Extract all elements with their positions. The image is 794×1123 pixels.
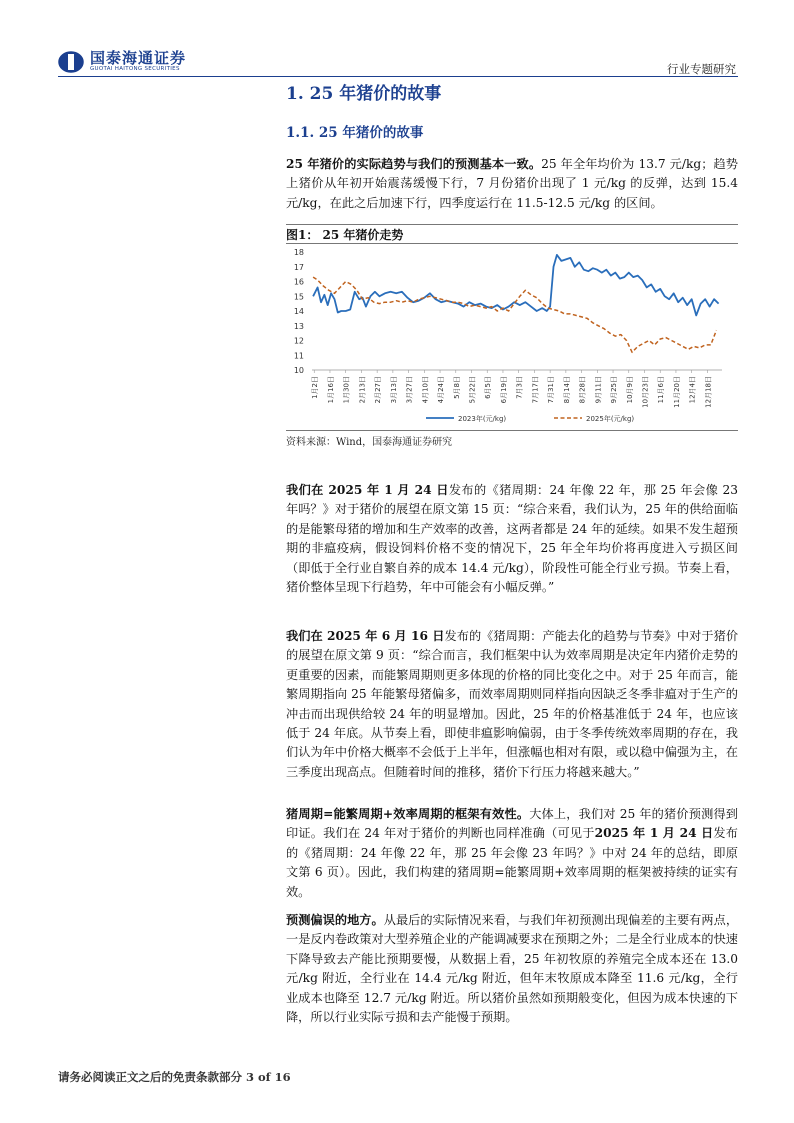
paragraph-forecast-errors (286, 911, 738, 1027)
section-heading: 1. 25 年猪价的故事 (286, 84, 442, 104)
y-tick-label: 15 (293, 292, 304, 302)
y-tick-label: 16 (293, 277, 304, 287)
series-line-2025 (313, 277, 716, 352)
x-tick-label: 5月8日 (452, 376, 461, 399)
paragraph-body: 发布的《猪周期：24 年像 22 年，那 25 年会像 23 年吗？》中对 24 年的总结，即原文第 6 页）。因此，我们构建的猪周期=能繁周期+效率周期的框架被持续的证实有效。 (286, 826, 738, 899)
paragraph-jun-forecast (286, 627, 738, 782)
x-tick-label: 10月9日 (625, 376, 634, 404)
figure-title-rule (286, 243, 738, 244)
x-tick-label: 2月27日 (374, 376, 383, 404)
x-tick-label: 4月24日 (437, 376, 446, 404)
x-tick-label: 6月5日 (484, 376, 493, 399)
legend-label-2023: 2023年(元/kg) (458, 415, 507, 423)
x-tick-label: 3月13日 (389, 376, 398, 404)
paragraph-lead: 25 年猪价的实际趋势与我们的预测基本一致。 (286, 157, 542, 171)
x-tick-label: 4月10日 (421, 376, 430, 404)
y-tick-label: 11 (293, 351, 304, 361)
paragraph-trend-summary (286, 155, 738, 213)
x-tick-label: 9月25日 (610, 376, 619, 404)
paragraph-body: 从最后的实际情况来看，与我们年初预测出现偏差的主要有两点，一是反内卷政策对大型养殖企业的产能调减要求在预期之外；二是全行业成本的快速下降导致去产能比预期要慢，从数据上看，25 年初牧原的养殖完全成本还在 13.0 元/kg 附近，全行业在 14.4 元/kg 附近，但年末牧原成本降至 11.6 元/kg，全行业成本也降至 12.7 元/kg 附近。所以猪价虽然如预期般变化，但因为成本快速的下降，所以行业实际亏损和去产能慢于预期。 (286, 913, 739, 1025)
x-tick-label: 9月11日 (594, 376, 603, 404)
legend-label-2025: 2025年(元/kg) (586, 415, 635, 423)
header-divider (58, 76, 738, 77)
x-tick-label: 1月30日 (342, 376, 351, 404)
x-tick-label: 6月19日 (499, 376, 508, 404)
y-tick-label: 17 (293, 262, 304, 272)
figure-source: 资料来源：Wind，国泰海通证券研究 (286, 437, 453, 448)
company-logo (58, 50, 186, 73)
x-tick-label: 11月20日 (672, 376, 681, 408)
paragraph-lead: 我们在 2025 年 1 月 24 日 (286, 483, 449, 497)
figure-title: 图1： 25 年猪价走势 (286, 228, 404, 242)
pig-price-line-chart (286, 246, 738, 428)
paragraph-lead: 猪周期=能繁周期+效率周期的框架有效性。 (286, 807, 530, 821)
x-tick-label: 2月13日 (358, 376, 367, 404)
paragraph-body: 大体上，我们对 25 年的猪价预测得到印证。我们在 24 年对于猪价的判断也同样准确（可见于 (286, 807, 738, 841)
logo-mark-icon (58, 51, 84, 73)
x-tick-label: 3月27日 (405, 376, 414, 404)
x-tick-label: 11月6日 (657, 376, 666, 404)
x-tick-label: 7月31日 (547, 376, 556, 404)
figure-bottom-rule (286, 430, 738, 431)
y-tick-label: 13 (293, 321, 304, 331)
logo-text-cn: 国泰海通证券 (90, 49, 187, 67)
x-tick-label: 7月3日 (515, 376, 524, 399)
footer-disclaimer: 请务必阅读正文之后的免责条款部分 3 of 16 (58, 1070, 291, 1084)
x-tick-label: 7月17日 (531, 376, 540, 404)
x-tick-label: 10月23日 (641, 376, 650, 408)
x-tick-label: 8月28日 (578, 376, 587, 404)
x-tick-label: 12月18日 (704, 376, 713, 408)
x-tick-label: 1月2日 (311, 376, 320, 399)
paragraph-date: 2025 年 1 月 24 日 (594, 826, 714, 841)
paragraph-jan-forecast (286, 481, 738, 597)
paragraph-lead: 我们在 2025 年 6 月 16 日 (286, 629, 445, 643)
paragraph-lead: 预测偏误的地方。 (286, 913, 384, 927)
paragraph-body: 发布的《猪周期：产能去化的趋势与节奏》中对于猪价的展望在原文第 9 页：“综合而言，我们框架中认为效率周期是决定年内猪价走势的更重要的因素，而能繁周期则更多体现的价格的同比变化之中。对于 25 年而言，能繁周期指向 25 年能繁母猪偏多，而效率周期则同样指向因缺乏冬季非瘟对于生产的冲击而出现供给较 24 年的明显增加。因此，25 年的价格基准低于 24 年，也应该低于 24 年底。从节奏上看，即使非瘟影响偏弱，由于冬季传统效率周期的存在，我们认为年中价格大概率不会低于上半年，但涨幅也相对有限，或以稳中偏强为主，在三季度出现高点。但随着时间的推移，猪价下行压力将越来越大。” (286, 629, 739, 779)
series-line-2023 (313, 255, 718, 316)
paragraph-framework-validity (286, 805, 738, 902)
x-tick-label: 8月14日 (562, 376, 571, 404)
report-type-label: 行业专题研究 (667, 62, 736, 76)
subsection-heading: 1.1. 25 年猪价的故事 (286, 125, 424, 141)
paragraph-body: 发布的《猪周期：24 年像 22 年，那 25 年会像 23 年吗？》对于猪价的展望在原文第 15 页：“综合来看，我们认为，25 年的供给面临的是能繁母猪的增加和生产效率的改善，这两者都是 24 年的延续。如果不发生超预期的非瘟疫病，假设饲料价格不变的情况下，25 年全年均价将再度进入亏损区间（即低于全行业自繁自养的成本 14.4 元/kg），阶段性可能全行业亏损。节奏上看，猪价整体呈现下行趋势，年中可能会有小幅反弹。” (286, 483, 738, 595)
logo-text-en: GUOTAI HAITONG SECURITIES (90, 66, 180, 72)
y-tick-label: 12 (293, 336, 304, 346)
y-tick-label: 18 (293, 248, 304, 257)
x-tick-label: 1月16日 (326, 376, 335, 404)
figure-top-rule (286, 224, 738, 225)
y-tick-label: 10 (293, 366, 304, 375)
x-tick-label: 12月4日 (688, 376, 697, 404)
x-tick-label: 5月22日 (468, 376, 477, 404)
y-tick-label: 14 (293, 307, 304, 316)
paragraph-body: 25 年全年均价为 13.7 元/kg；趋势上猪价从年初开始震荡缓慢下行，7 月份猪价出现了 1 元/kg 的反弹，达到 15.4 元/kg，在此之后加速下行，四季度运行在 11.5-12.5 元/kg 的区间。 (286, 157, 738, 210)
